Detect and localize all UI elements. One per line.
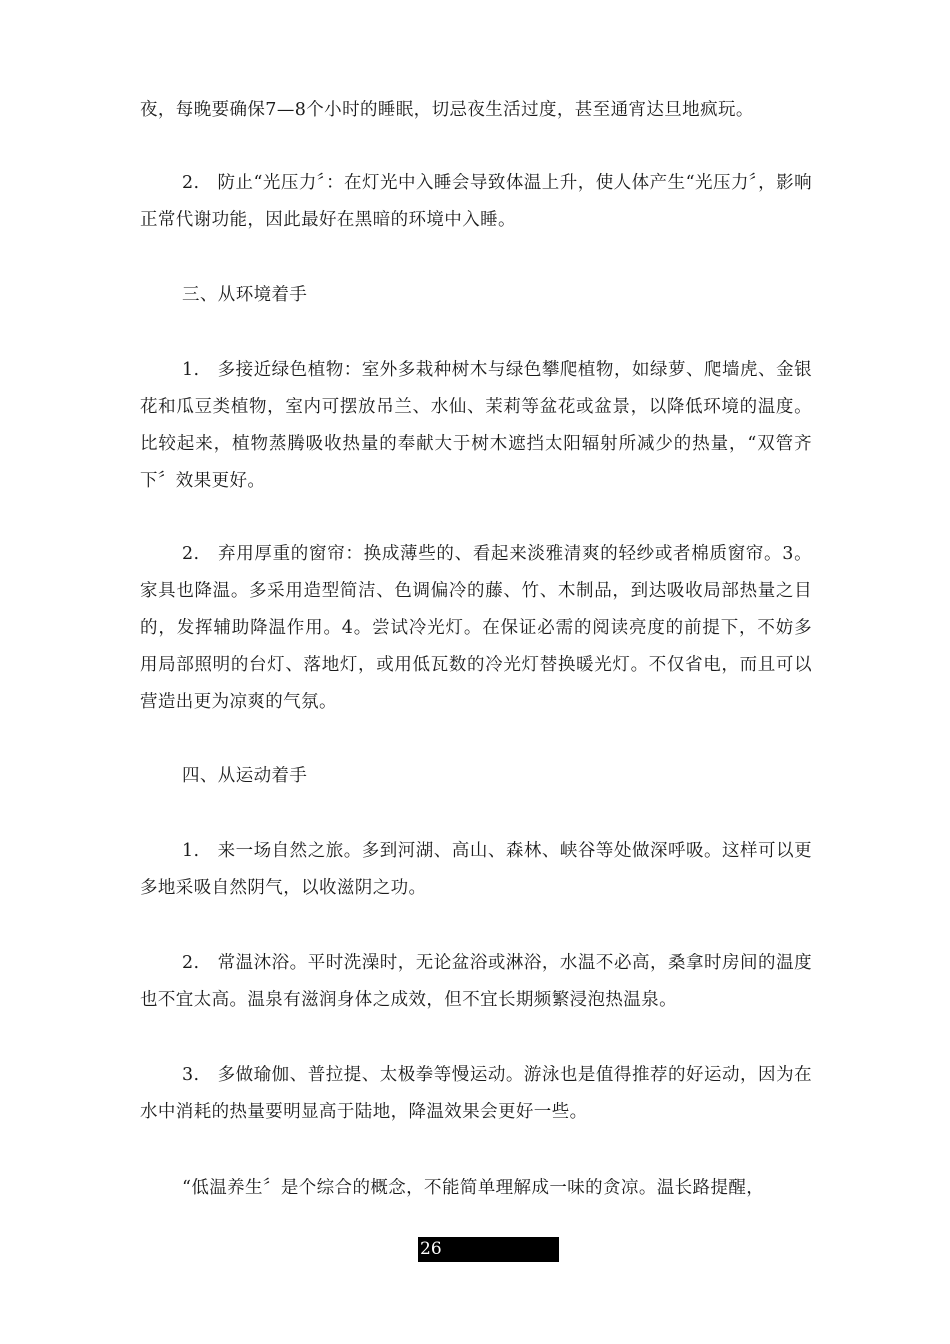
paragraph-curtains-furniture-lights: 2. 弃用厚重的窗帘：换成薄些的、看起来淡雅清爽的轻纱或者棉质窗帘。3。家具也降温。多采用造型简洁、色调偏冷的藤、竹、木制品，到达吸收局部热量之目的，发挥辅助降温作用。4。尝试冷光灯。在保证必需的阅读亮度的前提下，不妨多用局部照明的台灯、落地灯，或用低瓦数的冷光灯替换暖光灯。不仅省电，而且可以营造出更为凉爽的气氛。 — [140, 544, 812, 712]
paragraph-sleep-hours: 夜，每晚要确保7—8个小时的睡眠，切忌夜生活过度，甚至通宵达旦地疯玩。 — [140, 100, 754, 120]
page-number: 26 — [418, 1237, 559, 1262]
paragraph-bathing: 2. 常温沐浴。平时洗澡时，无论盆浴或淋浴，水温不必高，桑拿时房间的温度也不宜太高。温泉有滋润身体之成效，但不宜长期频繁浸泡热温泉。 — [140, 953, 812, 1010]
section-heading-exercise: 四、从运动着手 — [182, 766, 308, 786]
paragraph-green-plants: 1. 多接近绿色植物：室外多栽种树木与绿色攀爬植物，如绿萝、爬墙虎、金银花和瓜豆类植物，室内可摆放吊兰、水仙、茉莉等盆花或盆景，以降低环境的温度。比较起来，植物蒸腾吸收热量的奉献大于树木遮挡太阳辐射所减少的热量，“双管齐下〞效果更好。 — [140, 360, 812, 491]
paragraph-nature-trip: 1. 来一场自然之旅。多到河湖、高山、森林、峡谷等处做深呼吸。这样可以更多地采吸自然阴气，以收滋阴之功。 — [140, 841, 812, 898]
paragraph-slow-exercise: 3. 多做瑜伽、普拉提、太极拳等慢运动。游泳也是值得推荐的好运动，因为在水中消耗的热量要明显高于陆地，降温效果会更好一些。 — [140, 1065, 812, 1122]
paragraph-light-pressure: 2. 防止“光压力〞：在灯光中入睡会导致体温上升，使人体产生“光压力〞，影响正常代谢功能，因此最好在黑暗的环境中入睡。 — [140, 173, 812, 230]
paragraph-low-temp-summary: “低温养生〞是个综合的概念，不能简单理解成一味的贪凉。温长路提醒， — [182, 1178, 765, 1198]
section-heading-environment: 三、从环境着手 — [182, 285, 308, 305]
